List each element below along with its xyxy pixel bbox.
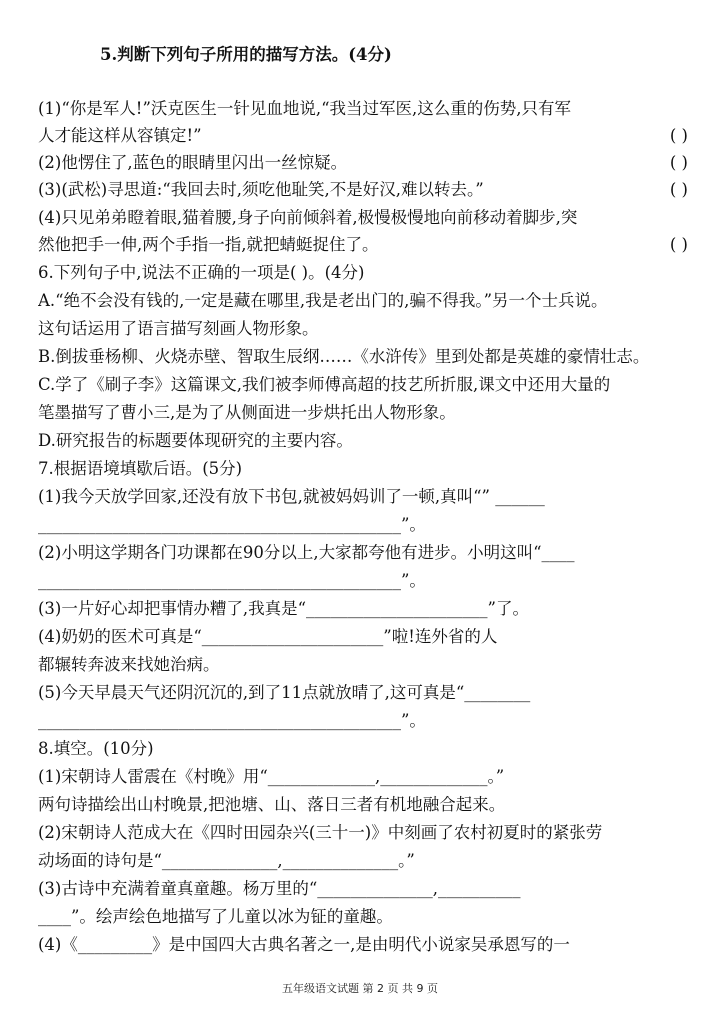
answer-paren[interactable]: ( ) [669,153,688,172]
q7-line: ____________________________________________”。 [38,515,426,534]
q7-line: (1)我今天放学回家,还没有放下书包,就被妈妈训了一顿,真叫“” ______ [38,487,545,506]
q6-line: A.“绝不会没有钱的,一定是藏在哪里,我是老出门的,骗不得我。”另一个士兵说。 [38,291,608,310]
q6-line: 这句话运用了语言描写刻画人物形象。 [38,319,319,338]
q8-line: (4)《_________》是中国四大古典名著之一,是由明代小说家吴承恩写的一 [38,935,570,954]
q7-line: (4)奶奶的医术可真是“______________________”啦!连外省的人 [38,627,498,646]
q8-title: 8.填空。(10分) [38,739,154,758]
q7-line: (3)一片好心却把事情办糟了,我真是“______________________”了。 [38,599,529,618]
page-footer: 五年级语文试题 第 2 页 共 9 页 [282,982,438,995]
q8-line: 两句诗描绘出山村晚景,把池塘、山、落日三者有机地融合起来。 [38,795,506,814]
q6-title: 6.下列句子中,说法不正确的一项是( )。(4分) [38,263,365,282]
q7-line: ____________________________________________”。 [38,711,426,730]
q8-line: ____”。绘声绘色地描写了儿童以冰为钲的童趣。 [38,907,393,926]
q5-item-1-text: 人才能这样从容镇定!” [38,126,202,145]
q8-line: (3)古诗中充满着童真童趣。杨万里的“______________,__________ [38,879,521,898]
q5-item-1-line-2 [38,123,688,149]
q5-item-3 [38,177,688,203]
q6-line: C.学了《刷子李》这篇课文,我们被李师傅高超的技艺所折服,课文中还用大量的 [38,375,611,394]
q6-line: 笔墨描写了曹小三,是为了从侧面进一步烘托出人物形象。 [38,403,456,422]
q5-item-1-line-1: (1)“你是军人!”沃克医生一针见血地说,“我当过军医,这么重的伤势,只有军 [38,99,572,118]
answer-paren[interactable]: ( ) [669,126,688,145]
q5-item-4-line-2 [38,232,688,258]
q5-item-2-text: (2)他愣住了,蓝色的眼睛里闪出一丝惊疑。 [38,153,348,172]
q7-line: 都辗转奔波来找她治病。 [38,655,220,674]
answer-paren[interactable]: ( ) [669,180,688,199]
q5-item-4-line-1: (4)只见弟弟瞪着眼,猫着腰,身子向前倾斜着,极慢极慢地向前移动着脚步,突 [38,208,578,227]
q5-title: 5.判断下列句子所用的描写方法。(4分) [100,45,392,64]
q6-line: B.倒拔垂杨柳、火烧赤壁、智取生辰纲……《水浒传》里到处都是英雄的豪情壮志。 [38,347,650,366]
q5-item-2 [38,150,688,176]
q5-item-4-text: 然他把手一伸,两个手指一指,就把蜻蜓捉住了。 [38,235,379,254]
answer-paren[interactable]: ( ) [669,235,688,254]
q7-line: (5)今天早晨天气还阴沉沉的,到了11点就放晴了,这可真是“________ [38,683,531,702]
q5-item-3-text: (3)(武松)寻思道:“我回去时,须吃他耻笑,不是好汉,难以转去。” [38,180,484,199]
q7-line: ____________________________________________”。 [38,571,426,590]
q8-line: 动场面的诗句是“______________,______________。” [38,851,415,870]
q8-line: (2)宋朝诗人范成大在《四时田园杂兴(三十一)》中刻画了农村初夏时的紧张劳 [38,823,603,842]
q7-title: 7.根据语境填歇后语。(5分) [38,459,243,478]
q7-line: (2)小明这学期各门功课都在90分以上,大家都夸他有进步。小明这叫“____ [38,543,575,562]
q8-line: (1)宋朝诗人雷震在《村晚》用“_____________,_____________。” [38,767,505,786]
q6-line: D.研究报告的标题要体现研究的主要内容。 [38,431,353,450]
